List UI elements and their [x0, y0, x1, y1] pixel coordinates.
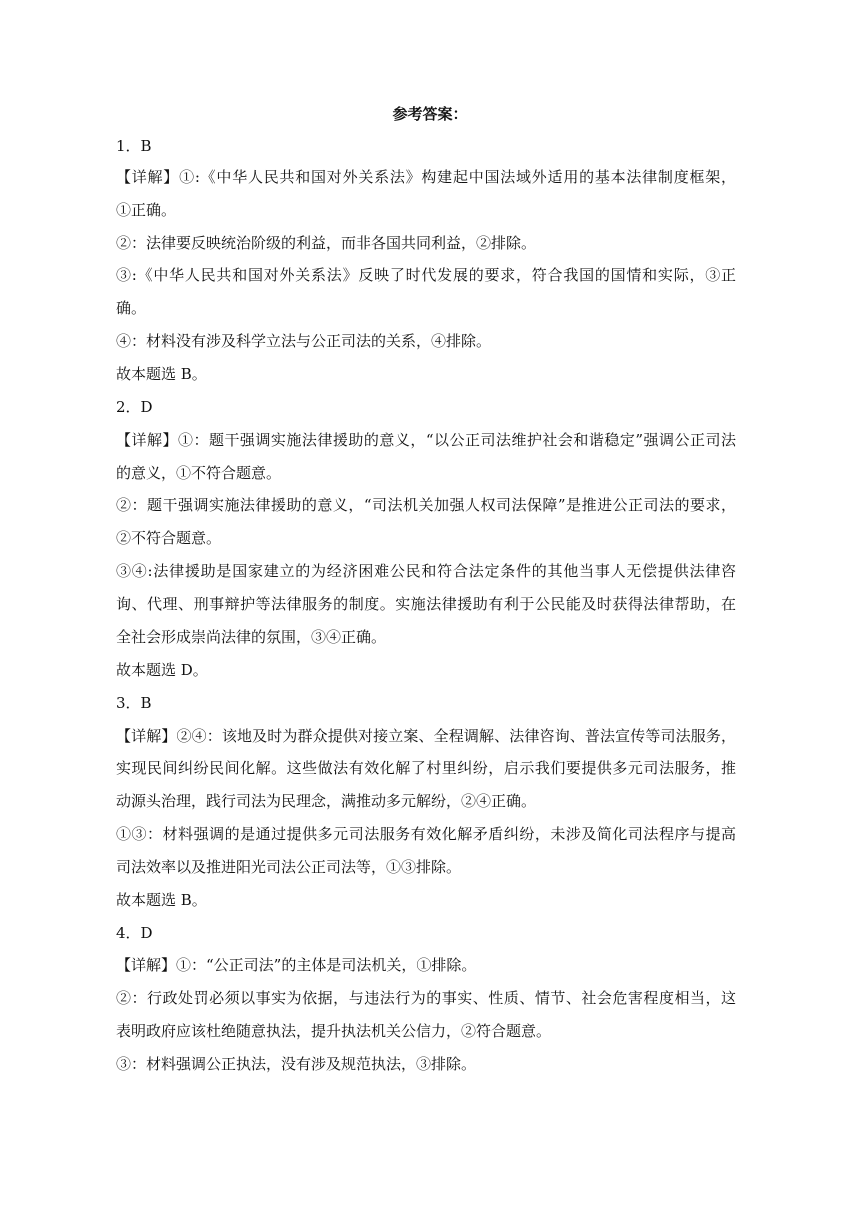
answer-number-3: 3．B	[116, 694, 152, 712]
explanation-line: ②：行政处罚必须以事实为依据，与违法行为的事实、性质、情节、社会危害程度相当，这	[116, 989, 736, 1007]
conclusion-line: 故本题选 D。	[116, 661, 208, 679]
explanation-line: ③：材料强调公正执法，没有涉及规范执法，③排除。	[116, 1055, 477, 1073]
explanation-line: 的意义，①不符合题意。	[116, 464, 282, 482]
explanation-line: 表明政府应该杜绝随意执法，提升执法机关公信力，②符合题意。	[116, 1022, 552, 1040]
explanation-line: ③④:法律援助是国家建立的为经济困难公民和符合法定条件的其他当事人无偿提供法律咨	[116, 562, 736, 580]
explanation-line: 司法效率以及推进阳光司法公正司法等，①③排除。	[116, 858, 462, 876]
explanation-line: ②：题干强调实施法律援助的意义，“司法机关加强人权司法保障”是推进公正司法的要求，	[116, 496, 736, 514]
explanation-line: 【详解】①:《中华人民共和国对外关系法》构建起中国法域外适用的基本法律制度框架，	[116, 168, 736, 186]
conclusion-line: 故本题选 B。	[116, 365, 207, 383]
explanation-line: 【详解】②④：该地及时为群众提供对接立案、全程调解、法律咨询、普法宣传等司法服务，	[116, 727, 736, 745]
answer-number-1: 1．B	[116, 137, 152, 155]
explanation-line: 动源头治理，践行司法为民理念，满推动多元解纷，②④正确。	[116, 792, 537, 810]
explanation-line: ②：法律要反映统治阶级的利益，而非各国共同利益，②排除。	[116, 234, 537, 252]
page-title: 参考答案：	[392, 105, 468, 123]
explanation-line: 确。	[116, 299, 147, 317]
explanation-line: ④：材料没有涉及科学立法与公正司法的关系，④排除。	[116, 332, 492, 350]
explanation-line: ①③：材料强调的是通过提供多元司法服务有效化解矛盾纠纷，未涉及简化司法程序与提高	[116, 825, 736, 843]
explanation-line: 询、代理、刑事辩护等法律服务的制度。实施法律援助有利于公民能及时获得法律帮助，在	[116, 595, 736, 613]
explanation-line: 全社会形成崇尚法律的氛围，③④正确。	[116, 628, 387, 646]
answer-number-4: 4．D	[116, 924, 153, 942]
explanation-line: ③:《中华人民共和国对外关系法》反映了时代发展的要求，符合我国的国情和实际，③正	[116, 266, 736, 284]
explanation-line: ②不符合题意。	[116, 529, 222, 547]
explanation-line: 实现民间纠纷民间化解。这些做法有效化解了村里纠纷，启示我们要提供多元司法服务，推	[116, 759, 736, 777]
answer-number-2: 2．D	[116, 398, 153, 416]
conclusion-line: 故本题选 B。	[116, 891, 207, 909]
explanation-line: ①正确。	[116, 201, 177, 219]
explanation-line: 【详解】①：题干强调实施法律援助的意义，“以公正司法维护社会和谐稳定”强调公正司法	[116, 431, 736, 449]
explanation-line: 【详解】①：“公正司法”的主体是司法机关，①排除。	[116, 956, 477, 974]
